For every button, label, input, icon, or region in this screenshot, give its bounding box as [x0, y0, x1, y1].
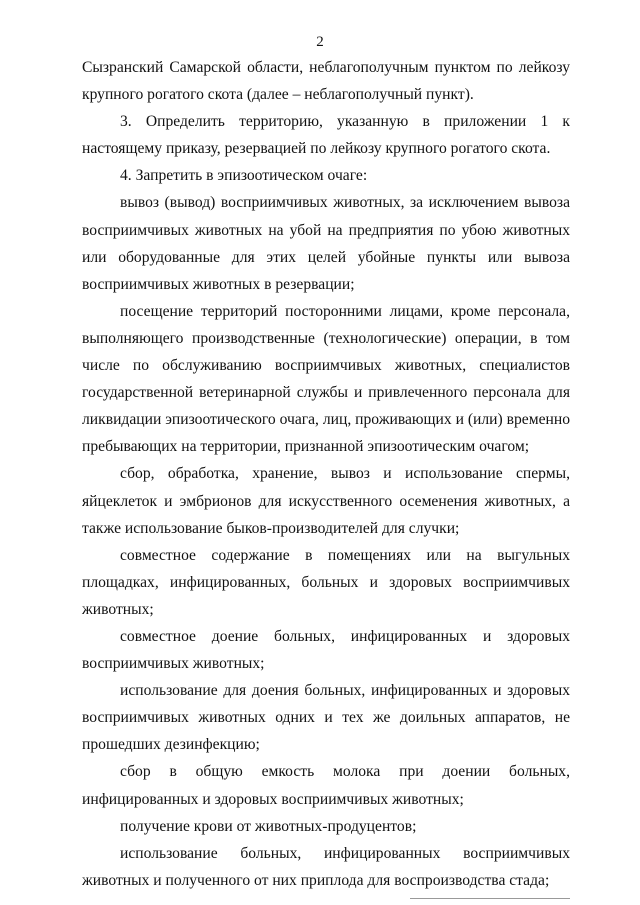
page-number: 2 — [316, 34, 324, 50]
prohibition-milk-collection: сбор в общую емкость молока при доении больных, инфицированных и здоровых восприимчивых животных; — [82, 763, 570, 808]
prohibition-semen: сбор, обработка, хранение, вывоз и использование спермы, яйцеклеток и эмбрионов для искусственного осеменения животных, а также использование быков-производителей для случки; — [82, 465, 570, 537]
prohibition-blood: получение крови от животных-продуцентов; — [120, 817, 417, 835]
prohibition-joint-milking: совместное доение больных, инфицированных и здоровых восприимчивых животных; — [82, 627, 570, 673]
document-body — [82, 54, 570, 894]
prohibition-milking-devices: использование для доения больных, инфицированных и здоровых восприимчивых животных одних и тех же доильных аппаратов, не прошедших дезинфекцию; — [82, 682, 570, 754]
prohibition-visits: посещение территорий посторонними лицами, кроме персонала, выполняющего производственные (технологические) операции, в том числе по обслуживанию восприимчивых животных, специалистов государственной ветеринарной службы и привлеченного персонала для ликвидации эпизоотического очага, лиц, проживающих и (или) временно пребывающих на территории, признанной эпизоотическим очагом; — [82, 302, 570, 456]
paragraph-continuation: Сызранский Самарской области, неблагополучным пунктом по лейкозу крупного рогатого скота (далее – неблагополучный пункт). — [82, 59, 570, 104]
prohibition-export: вывоз (вывод) восприимчивых животных, за исключением вывоза восприимчивых животных на убой на предприятия по убою животных или оборудованные для этих целей убойные пункты или вывоза восприимчивых животных в резервации; — [82, 194, 570, 293]
prohibition-reproduction: использование больных, инфицированных восприимчивых животных и полученного от них приплода для воспроизводства стада; — [82, 844, 570, 889]
paragraph-item-3: 3. Определить территорию, указанную в приложении 1 к настоящему приказу, резервацией по лейкозу крупного рогатого скота. — [82, 113, 570, 158]
prohibition-joint-keeping: совместное содержание в помещениях или на выгульных площадках, инфицированных, больных и здоровых восприимчивых животных; — [82, 546, 570, 618]
footer-rule — [410, 898, 570, 899]
paragraph-item-4: 4. Запретить в эпизоотическом очаге: — [120, 167, 368, 185]
